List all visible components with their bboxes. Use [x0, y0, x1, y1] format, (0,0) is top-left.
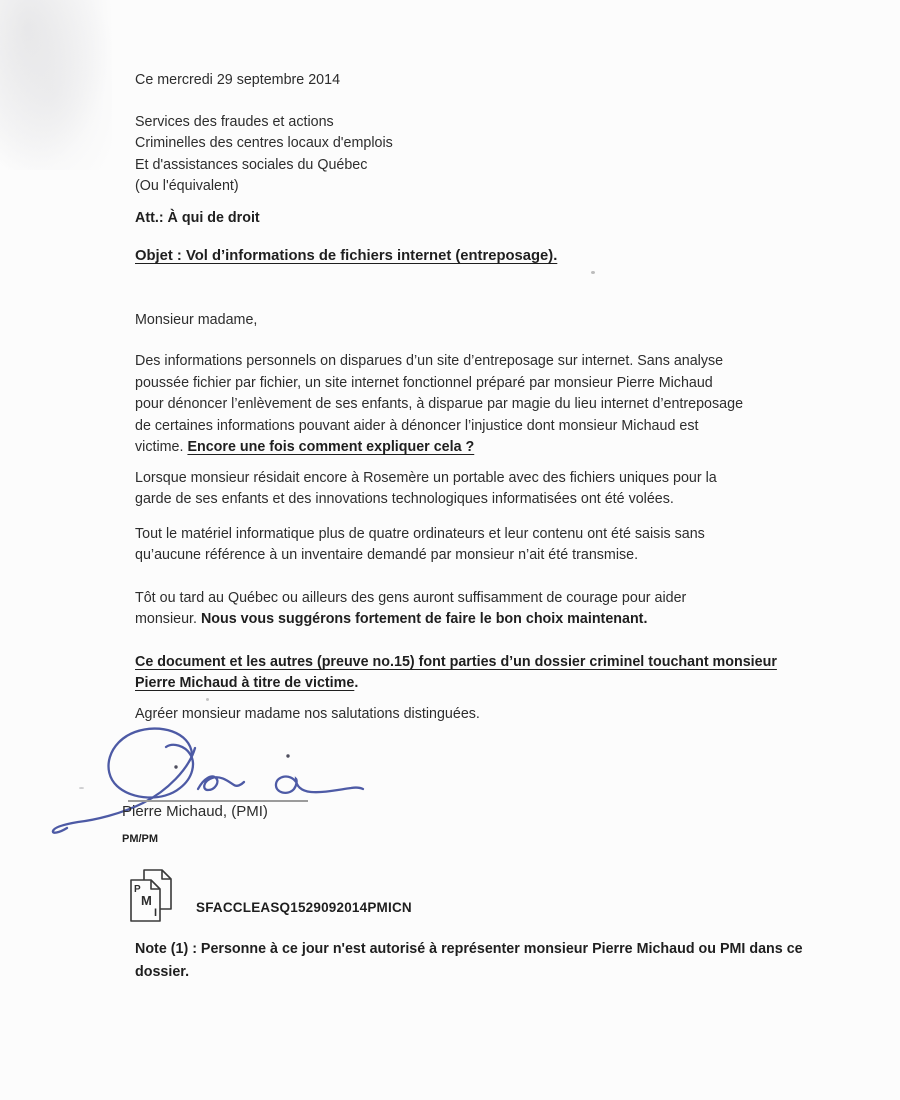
paragraph-theft	[135, 351, 815, 459]
stamp-letter-m: M	[141, 893, 152, 908]
paragraph-courage	[135, 588, 815, 631]
paragraph-line: qu’aucune référence à un inventaire demandé par monsieur n’ait été transmise.	[135, 547, 639, 563]
emphasized-question: Encore une fois comment expliquer cela ?	[187, 439, 475, 455]
recipient-address	[135, 112, 815, 198]
statement-tail: .	[354, 675, 359, 691]
paragraph-line	[135, 652, 815, 674]
recipient-line: Et d'assistances sociales du Québec	[135, 156, 368, 173]
paragraph-line: Lorsque monsieur résidait encore à Rosemère un portable avec des fichiers uniques pour la	[135, 469, 717, 486]
paragraph-line: pour dénoncer l’enlèvement de ses enfants, à disparue par magie du lieu internet d’entreposage	[135, 396, 744, 412]
paragraph-materiel	[135, 524, 815, 567]
paragraph-text: monsieur.	[135, 611, 201, 627]
paragraph-line: de certaines informations pouvant aider à dénoncer l’injustice dont monsieur Michaud est	[135, 417, 699, 434]
paragraph-line	[135, 437, 815, 459]
handwritten-signature	[40, 718, 370, 843]
attention-line: Att.: À qui de droit	[135, 209, 260, 226]
footnote-line: dossier.	[135, 963, 190, 980]
letter-body	[135, 70, 815, 725]
paragraph-dossier-criminel	[135, 652, 815, 695]
reference-code: SFACCLEASQ1529092014PMICN	[196, 900, 412, 915]
paragraph-line: garde de ses enfants et des innovations technologiques informatisées ont été volées.	[135, 491, 674, 507]
paragraph-text: victime.	[135, 439, 188, 455]
ink-dot	[286, 754, 289, 757]
recipient-line: (Ou l'équivalent)	[135, 178, 239, 194]
footnote-line: Note (1) : Personne à ce jour n'est autorisé à représenter monsieur Pierre Michaud ou PMI dans ce	[135, 941, 803, 957]
paragraph-line: Des informations personnels on disparues d’un site d’entreposage sur internet. Sans analyse	[135, 353, 724, 369]
signature-line	[128, 800, 308, 802]
closing-line: Agréer monsieur madame nos salutations distinguées.	[135, 705, 480, 722]
documents-stamp-icon	[129, 868, 175, 926]
letter-date: Ce mercredi 29 septembre 2014	[135, 72, 341, 88]
subject-text: Objet : Vol d’informations de fichiers internet (entreposage).	[135, 248, 558, 264]
recipient-line: Services des fraudes et actions	[135, 113, 334, 130]
subject-line	[135, 246, 815, 268]
bold-suggestion: Nous vous suggérons fortement de faire le bon choix maintenant.	[200, 611, 648, 627]
paragraph-line: poussée fichier par fichier, un site internet fonctionnel préparé par monsieur Pierre Michaud	[135, 374, 713, 391]
scan-smudge	[0, 0, 112, 170]
stamp-letter-p: P	[134, 884, 141, 895]
ink-dot	[174, 765, 177, 768]
signer-initials: PM/PM	[122, 833, 159, 845]
recipient-line: Criminelles des centres locaux d'emplois	[135, 135, 393, 151]
paragraph-line: Tôt ou tard au Québec ou ailleurs des gens auront suffisamment de courage pour aider	[135, 589, 687, 606]
underlined-statement: Ce document et les autres (preuve no.15) font parties d’un dossier criminel touchant monsieur	[135, 653, 777, 670]
paragraph-line	[135, 609, 815, 631]
paragraph-line: Tout le matériel informatique plus de quatre ordinateurs et leur contenu ont été saisis sans	[135, 525, 705, 542]
paragraph-line	[135, 673, 815, 695]
salutation: Monsieur madame,	[135, 311, 258, 328]
paragraph-rosemere	[135, 468, 815, 511]
stamp-letter-i: I	[154, 907, 158, 919]
footnote	[135, 938, 803, 983]
underlined-statement: Pierre Michaud à titre de victime	[135, 675, 355, 691]
signer-name: Pierre Michaud, (PMI)	[122, 803, 268, 820]
